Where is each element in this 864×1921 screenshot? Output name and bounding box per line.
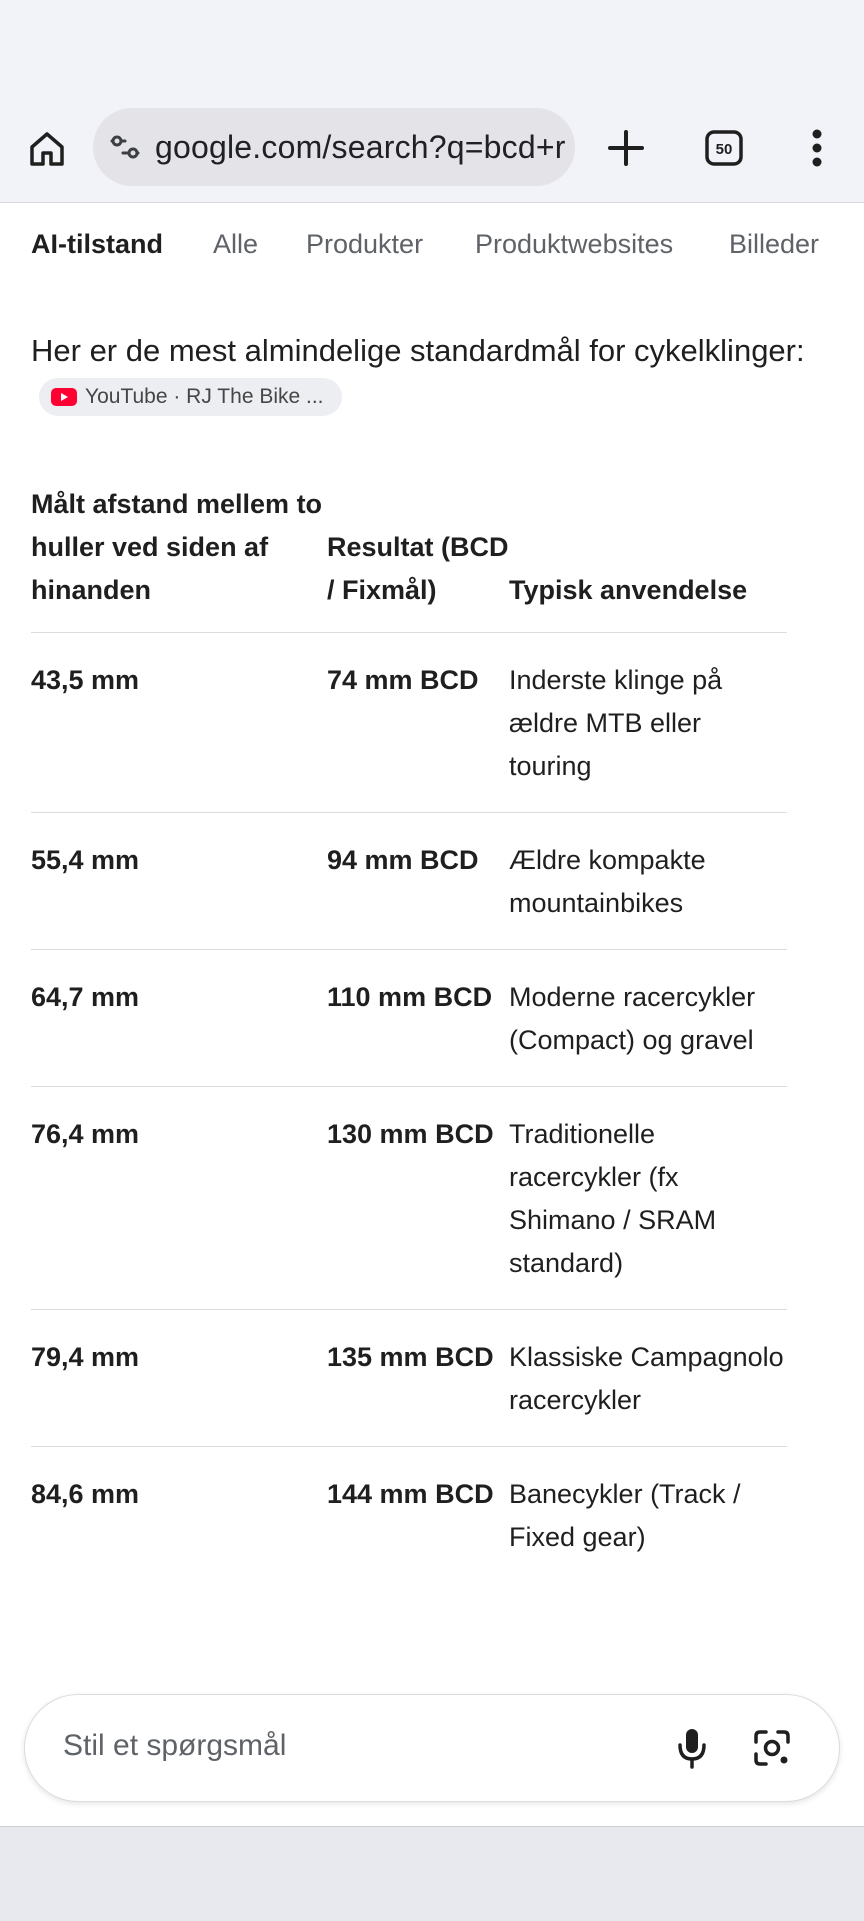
search-filter-tabs — [0, 203, 864, 293]
cell-result: 135 mm BCD — [327, 1310, 509, 1447]
lens-button[interactable] — [747, 1723, 797, 1773]
ask-input-placeholder[interactable]: Stil et spørgsmål — [63, 1729, 287, 1762]
bcd-table — [31, 483, 787, 1583]
cell-result: 74 mm BCD — [327, 633, 509, 813]
ask-input-box[interactable] — [24, 1694, 840, 1802]
header-distance: Målt afstand mellem to huller ved siden af hinanden — [31, 483, 327, 633]
cell-distance: 84,6 mm — [31, 1479, 140, 1509]
url-text: google.com/search?q=bcd+r — [155, 128, 566, 165]
header-result: Resultat (BCD / Fixmål) — [327, 483, 509, 633]
table-row — [31, 950, 787, 1087]
site-settings-icon[interactable] — [109, 131, 141, 163]
mic-icon — [675, 1727, 709, 1769]
answer-intro — [31, 327, 811, 421]
header-use: Typisk anvendelse — [509, 483, 787, 633]
cell-use: Inderste klinge på ældre MTB eller touring — [509, 633, 787, 813]
tab-count: 50 — [715, 141, 733, 158]
home-button[interactable] — [22, 124, 72, 174]
tab-product-websites[interactable]: Produktwebsites — [475, 229, 674, 259]
source-chip-label: YouTube · RJ The Bike ... — [85, 385, 324, 409]
source-chip[interactable] — [39, 378, 342, 416]
table-header-row — [31, 483, 787, 633]
cell-use: Ældre kompakte mountainbikes — [509, 813, 787, 950]
system-navigation-bar — [0, 1826, 864, 1921]
table-row — [31, 1087, 787, 1310]
home-icon — [27, 129, 67, 169]
more-menu-button[interactable] — [800, 122, 834, 174]
cell-distance: 55,4 mm — [31, 813, 327, 950]
cell-use: Klassiske Campagnolo racercykler — [509, 1310, 787, 1447]
tab-switcher-button[interactable] — [696, 122, 752, 174]
plus-icon — [607, 129, 645, 167]
cell-use: Traditionelle racercykler (fx Shimano / SRAM standard) — [509, 1087, 787, 1310]
cell-distance: 64,7 mm — [31, 950, 327, 1087]
table-row — [31, 1447, 787, 1584]
tab-products[interactable]: Produkter — [306, 229, 424, 259]
tab-images[interactable]: Billeder — [729, 229, 820, 259]
cell-distance: 79,4 mm — [31, 1310, 327, 1447]
lens-camera-icon — [752, 1728, 792, 1768]
cell-use: Moderne racercykler (Compact) og gravel — [509, 950, 787, 1087]
cell-result: 94 mm BCD — [327, 813, 509, 950]
cell-result: 130 mm BCD — [327, 1087, 509, 1310]
status-bar — [0, 0, 864, 100]
more-vert-icon — [811, 129, 823, 167]
tab-all[interactable]: Alle — [213, 229, 259, 259]
cell-use: Banecykler (Track / Fixed gear) — [509, 1479, 741, 1552]
cell-result: 110 mm BCD — [327, 950, 509, 1087]
address-bar[interactable] — [93, 108, 575, 186]
cell-distance: 76,4 mm — [31, 1087, 327, 1310]
new-tab-button[interactable] — [600, 122, 652, 174]
browser-toolbar — [0, 100, 864, 203]
table-row — [31, 813, 787, 950]
table-row — [31, 1310, 787, 1447]
intro-text: Her er de mest almindelige standardmål for cykelklinger: — [31, 333, 805, 368]
tab-switcher-icon — [704, 129, 744, 167]
table-row — [31, 633, 787, 813]
youtube-icon — [51, 388, 77, 406]
tab-ai-mode[interactable]: AI-tilstand — [31, 229, 163, 259]
cell-distance: 43,5 mm — [31, 633, 327, 813]
voice-search-button[interactable] — [667, 1723, 717, 1773]
cell-result: 144 mm BCD — [327, 1479, 494, 1509]
